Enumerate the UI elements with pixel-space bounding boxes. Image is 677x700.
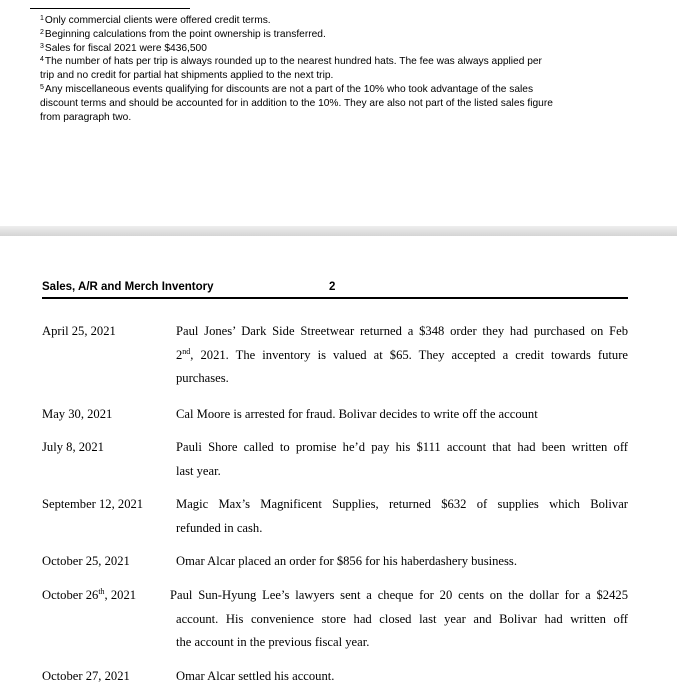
entry-description: Omar Alcar placed an order for $856 for his haberdashery business. [176,554,517,568]
page-break [0,226,677,236]
footnote-2: $^2$Beginning calculations from the point ownership is transferred. [40,28,326,40]
page-number: 2 [329,281,336,293]
page-header [42,281,628,298]
entry-description: Paul Jones’ Dark Side Streetwear returned a $348 order they had purchased on Feb 2nd, 2021. The inventory is valued at $65. They accepted a credit towards future purchases. [176,324,628,385]
entry-description: Magic Max’s Magnificent Supplies, returned $632 of supplies which Bolivar refunded in cash. [176,497,628,535]
entry-date: October 27, 2021 [42,669,130,683]
footnote-3: $^3$Sales for fiscal 2021 were $436,500 [40,42,207,54]
entry-date: May 30, 2021 [42,407,113,421]
section-title: Sales, A/R and Merch Inventory [42,281,214,293]
footnote-4: $^4$The number of hats per trip is always rounded up to the nearest hundred hats. The fee was always applied per trip and no credit for partial hat shipments applied to the next trip. [40,56,542,82]
entry-description: Paul Sun-Hyung Lee’s lawyers sent a cheque for 20 cents on the dollar for a $2425 account. His convenience store had closed last year and Bolivar had written off the account in the previous fiscal year. [170,588,628,649]
entry-date: September 12, 2021 [42,497,144,511]
footnote-5: $^5$Any miscellaneous events qualifying for discounts are not a part of the 10% who took advantage of the sales discount terms and should be accounted for in addition to the 10%. They are also not part of the listed sales figure from paragraph two. [40,83,553,123]
footnotes [40,14,630,124]
header-rule [42,297,628,299]
entry-date: October 25, 2021 [42,554,130,568]
entry-date: July 8, 2021 [42,440,104,454]
entry-date: October 26th, 2021 [42,587,137,602]
entry-date: April 25, 2021 [42,324,116,338]
entry-description: Cal Moore is arrested for fraud. Bolivar decides to write off the account [176,407,538,421]
entry-description: Pauli Shore called to promise he’d pay his $111 account that had been written off last year. [176,440,628,478]
footnote-separator [30,8,190,9]
footnote-1: $^1$Only commercial clients were offered credit terms. [40,15,271,26]
entry-description: Omar Alcar settled his account. [176,669,335,683]
